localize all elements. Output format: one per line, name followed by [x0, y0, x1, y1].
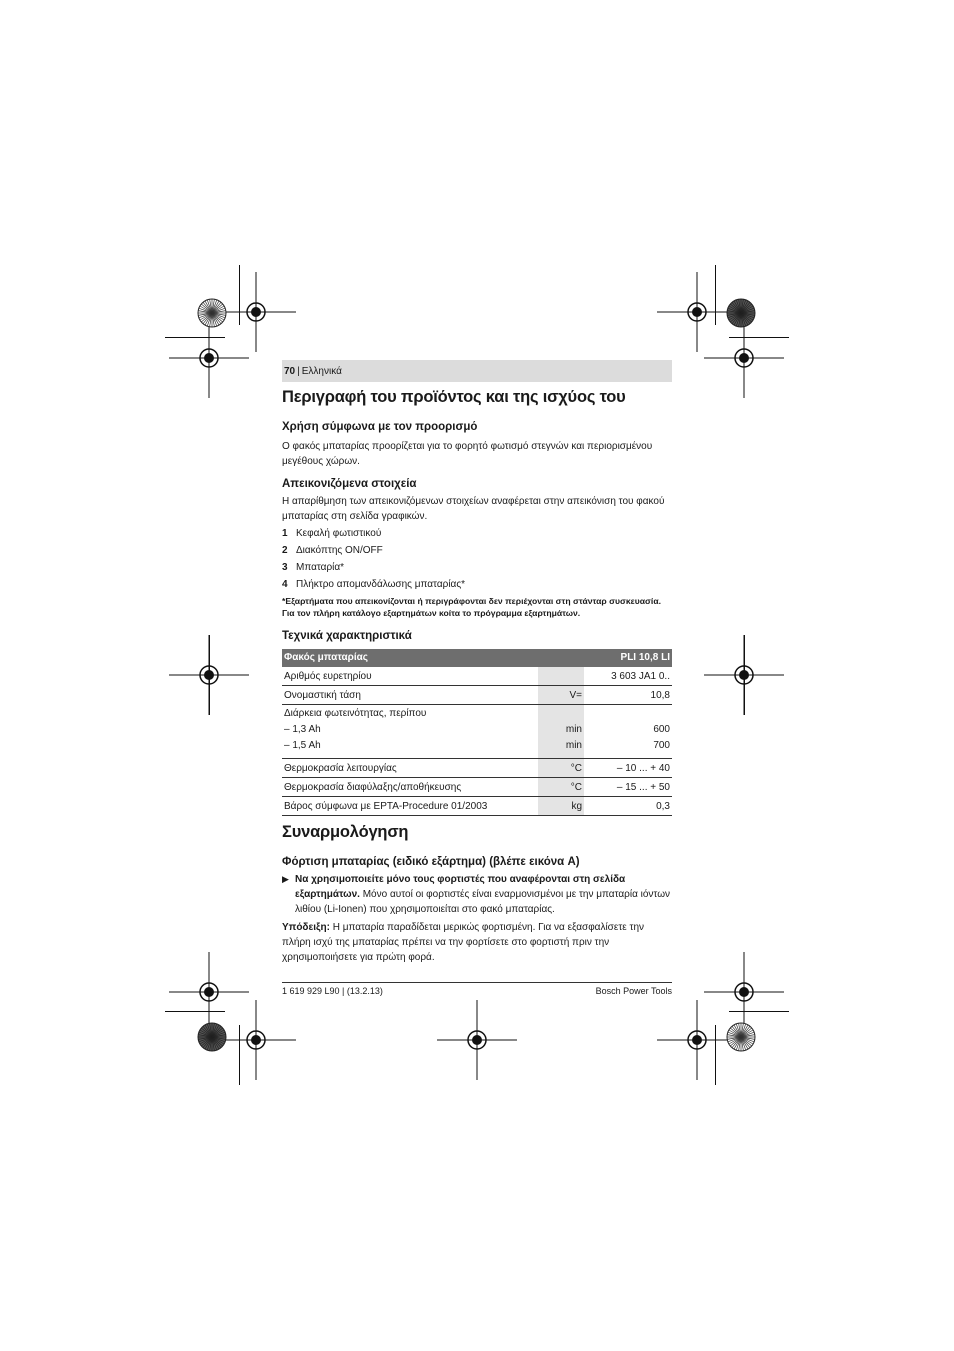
charging-heading: Φόρτιση μπαταρίας (ειδικό εξάρτημα) (βλέπε εικόνα A) [282, 856, 580, 868]
charging-note: Υπόδειξη: Η μπαταρία παραδίδεται μερικώς φορτισμένη. Για να εξασφαλίσετε την πλήρη ισχύ της μπαταρίας πρέπει να την φορτίσετε στο φορτιστή πριν την χρησιμοποιήσετε για πρώτη φορά. [282, 922, 645, 963]
intended-use-heading: Χρήση σύμφωνα με τον προορισμό [282, 421, 478, 433]
charging-bullet: ▶ Να χρησιμοποιείτε μόνο τους φορτιστές που αναφέρονται στη σελίδα εξαρτημάτων. Μόνο αυτοί οι φορτιστές είναι εναρμονισμένοι με την μπαταρία ιόντων λιθίου (Li-Ionen) που χρησιμοποιείται στο φακό μπαταρίας. [282, 874, 671, 915]
brand-label: Bosch Power Tools [595, 986, 672, 996]
section-title-description: Περιγραφή του προϊόντος και της ισχύος του [282, 388, 626, 406]
components-heading: Απεικονιζόμενα στοιχεία [282, 478, 417, 490]
triangle-bullet-icon: ▶ [282, 874, 289, 884]
components-list [282, 525, 672, 593]
resolution-target-icon [725, 1021, 757, 1053]
list-item: 2 Διακόπτης ON/OFF [282, 545, 383, 556]
manual-page [282, 360, 672, 965]
resolution-target-icon [196, 297, 228, 329]
registration-target-icon [437, 1000, 517, 1080]
table-header-row [282, 649, 672, 667]
list-item: 1 Κεφαλή φωτιστικού [282, 528, 382, 539]
table-header-model: PLI 10,8 LI [584, 649, 672, 667]
table-header-name: Φακός μπαταρίας [282, 649, 584, 667]
page-number: 70 [284, 365, 296, 377]
list-item: 4 Πλήκτρο απομανδάλωσης μπαταρίας* [282, 579, 466, 590]
table-row: Διάρκεια φωτεινότητας, περίπου – 1,3 Ah – 1,5 Ah min min 600 700 [282, 705, 672, 759]
registration-target-icon [704, 318, 784, 398]
list-item: 3 Μπαταρία* [282, 562, 345, 573]
technical-data-heading: Τεχνικά χαρακτηριστικά [282, 630, 412, 642]
resolution-target-icon [725, 297, 757, 329]
header-separator: | [297, 365, 300, 377]
registration-target-icon [704, 635, 784, 715]
table-row: Θερμοκρασία διαφύλαξης/αποθήκευσης °C – 15 ... + 50 [282, 778, 672, 797]
intended-use-text: Ο φακός μπαταρίας προορίζεται για το φορητό φωτισμό στεγνών και περιορισμένου μεγέθους χώρων. [282, 441, 653, 467]
registration-target-icon [169, 318, 249, 398]
document-code: 1 619 929 L90 | (13.2.13) [282, 986, 383, 996]
technical-data-table [282, 649, 672, 816]
registration-target-icon [216, 1000, 296, 1080]
table-row: Αριθμός ευρετηρίου 3 603 JA1 0.. [282, 667, 672, 686]
page-header [282, 360, 672, 382]
page-footer [282, 982, 672, 996]
table-row: Βάρος σύμφωνα με EPTA-Procedure 01/2003 kg 0,3 [282, 797, 672, 816]
section-title-assembly: Συναρμολόγηση [282, 823, 409, 841]
accessories-footnote: *Εξαρτήματα που απεικονίζονται ή περιγράφονται δεν περιέχονται στη στάνταρ συσκευασία. Για τον πλήρη κατάλογο εξαρτημάτων κοίτα το πρόγραμμα εξαρτημάτων. [282, 596, 661, 618]
table-row: Θερμοκρασία λειτουργίας °C – 10 ... + 40 [282, 759, 672, 778]
table-row: Ονομαστική τάση V= 10,8 [282, 686, 672, 705]
language-label: Ελληνικά [301, 365, 342, 377]
components-text: Η απαρίθμηση των απεικονιζόμενων στοιχείων αναφέρεται στην απεικόνιση του φακού μπαταρίας στη σελίδα γραφικών. [282, 496, 665, 522]
registration-target-icon [169, 635, 249, 715]
resolution-target-icon [196, 1021, 228, 1053]
